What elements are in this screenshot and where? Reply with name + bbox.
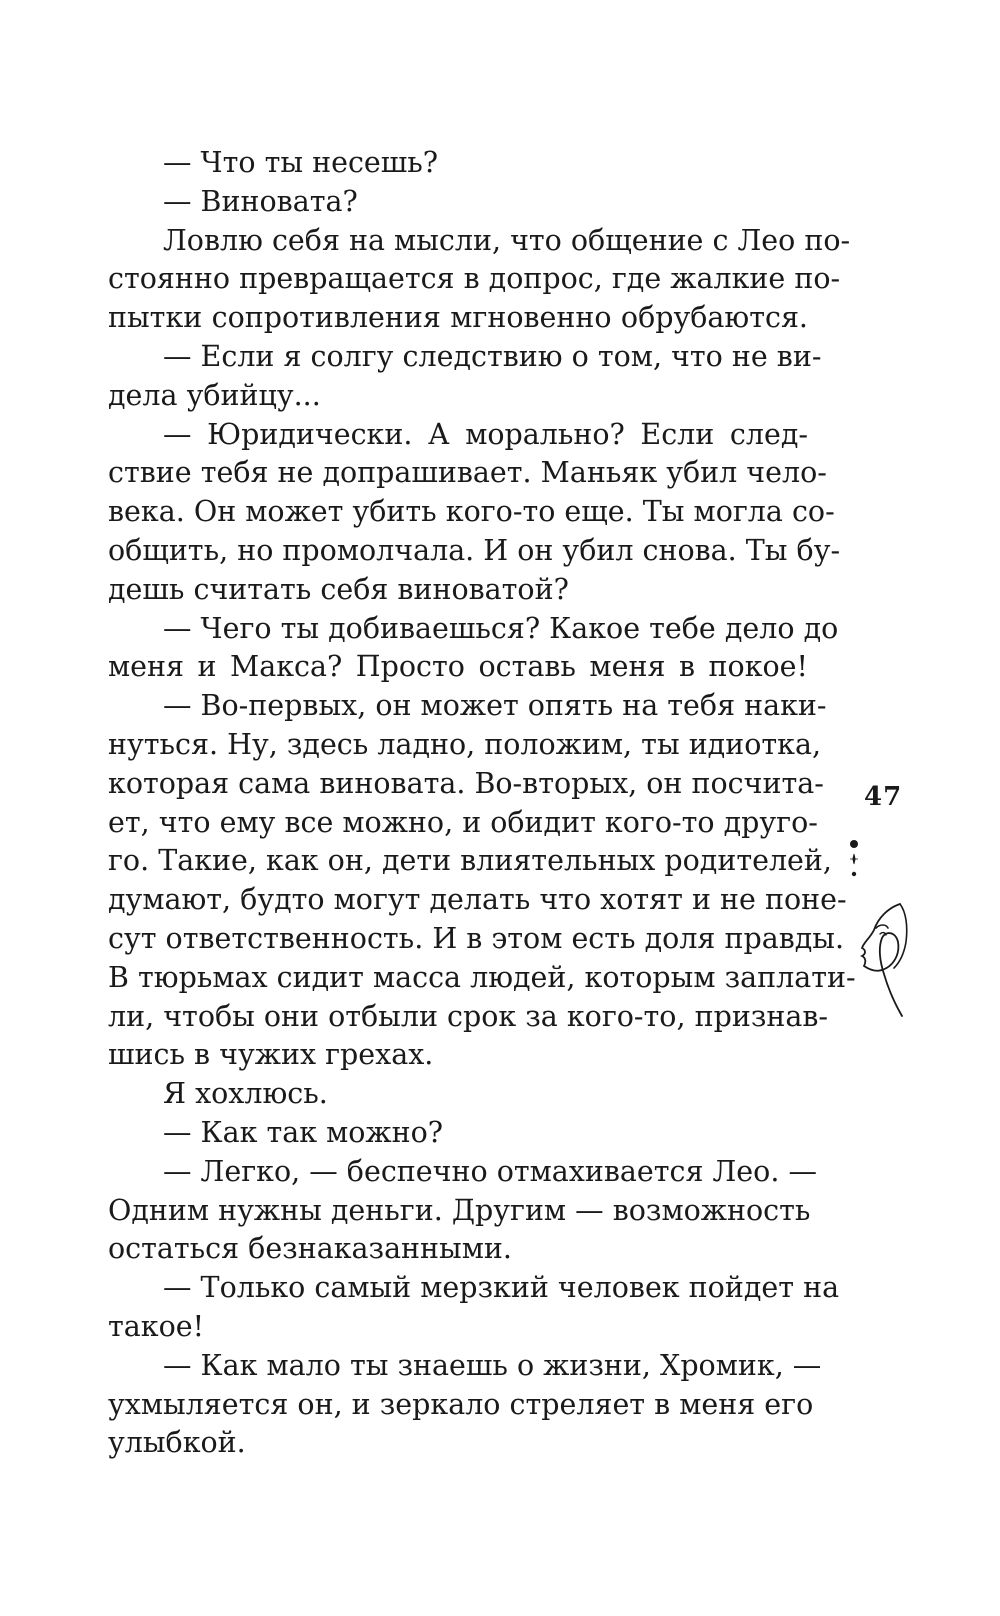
text-line: пытки сопротивления мгновенно обрубаются. [108, 301, 808, 335]
text-line: — Юридически. А морально? Если след- [163, 417, 808, 451]
page-text [108, 144, 856, 1463]
text-line: дела убийцу... [108, 378, 321, 412]
text-line: остаться безнаказанными. [108, 1232, 512, 1266]
text-line: дешь считать себя виноватой? [108, 572, 569, 606]
text-line: — Что ты несешь? [163, 146, 439, 179]
text-line: — Как мало ты знаешь о жизни, Хромик, — [163, 1348, 822, 1382]
text-line: ли, чтобы они отбыли срок за кого-то, признав- [108, 999, 829, 1033]
face-ornament-icon [840, 838, 920, 1078]
text-line: Ловлю себя на мысли, что общение с Лео по- [163, 223, 851, 257]
text-line: — Чего ты добиваешься? Какое тебе дело до [163, 611, 839, 645]
text-line: Одним нужны деньги. Другим — возможность [108, 1193, 811, 1227]
text-line: которая сама виновата. Во-вторых, он посчита- [108, 766, 824, 800]
text-line: Я хохлюсь. [163, 1077, 328, 1111]
text-line: — Легко, — беспечно отмахивается Лео. — [163, 1154, 817, 1188]
text-line: нуться. Ну, здесь ладно, положим, ты идиотка, [108, 727, 822, 761]
page-number: 47 [864, 782, 903, 812]
text-line: думают, будто могут делать что хотят и не поне- [108, 883, 847, 917]
text-line: меня и Макса? Просто оставь меня в покое! [108, 650, 808, 684]
text-line: — Во-первых, он может опять на тебя наки- [163, 689, 827, 723]
text-line: такое! [108, 1309, 205, 1343]
text-line: — Если я солгу следствию о том, что не ви- [163, 339, 822, 373]
text-line: улыбкой. [108, 1426, 246, 1460]
text-line: — Виновата? [163, 184, 358, 218]
text-line: века. Он может убить кого-то еще. Ты могла со- [108, 495, 835, 529]
text-line: ет, что ему все можно, и обидит кого-то друго- [108, 805, 818, 839]
text-line: го. Такие, как он, дети влиятельных родителей, [108, 844, 832, 878]
text-line: В тюрьмах сидит масса людей, которым заплати- [108, 960, 856, 994]
text-line: шись в чужих грехах. [108, 1038, 434, 1072]
text-line: — Как так можно? [163, 1115, 444, 1149]
text-line: — Только самый мерзкий человек пойдет на [163, 1271, 840, 1305]
text-line: общить, но промолчала. И он убил снова. Ты бу- [108, 533, 841, 567]
text-line: сут ответственность. И в этом есть доля правды. [108, 921, 845, 955]
text-line: стоянно превращается в допрос, где жалкие по- [108, 262, 841, 296]
text-line: ухмыляется он, и зеркало стреляет в меня его [108, 1387, 814, 1421]
text-line: ствие тебя не допрашивает. Маньяк убил чело- [108, 456, 827, 490]
